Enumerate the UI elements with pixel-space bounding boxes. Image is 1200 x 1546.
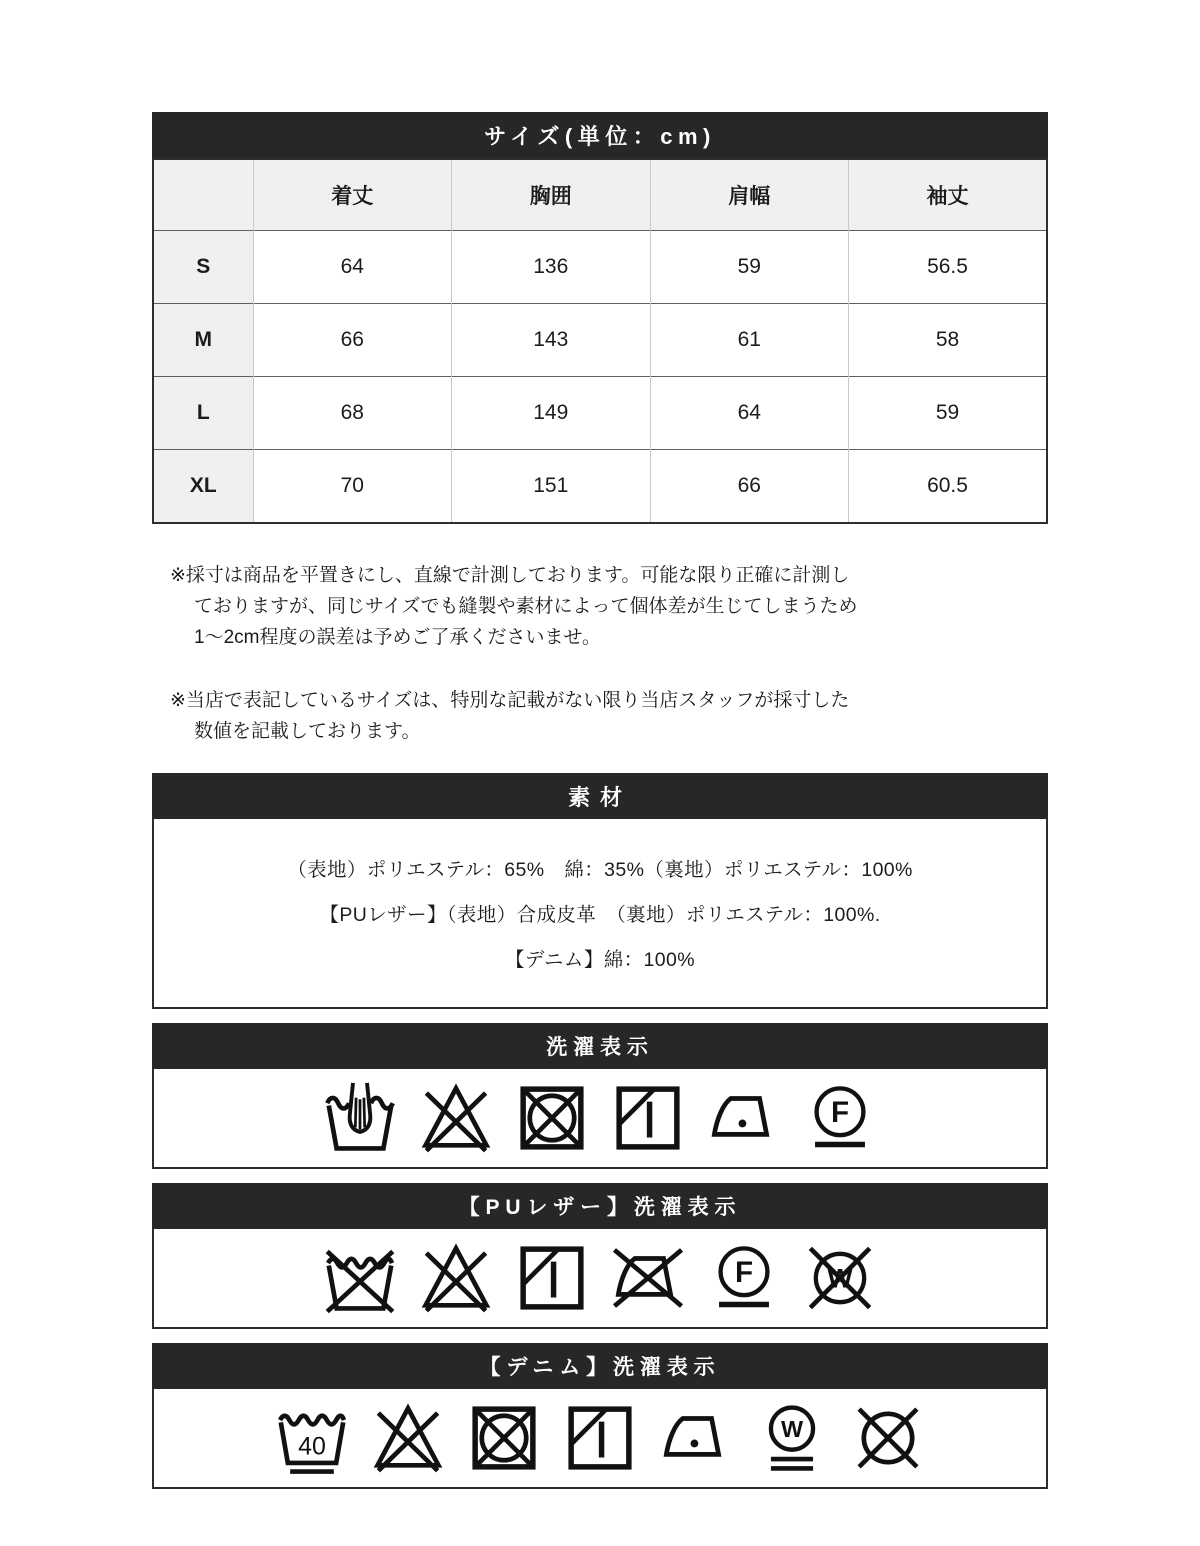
size-section-header-bar	[152, 112, 1048, 158]
wet-clean-very-gentle-icon	[753, 1399, 831, 1477]
do-not-bleach-icon	[417, 1239, 495, 1317]
care-section-main	[152, 1023, 1048, 1169]
size-value-cell: 70	[253, 450, 452, 524]
material-section-title: 素材	[568, 784, 632, 810]
size-column-header: 袖丈	[849, 159, 1048, 231]
care-section-header-bar	[152, 1343, 1048, 1389]
iron-low-icon	[657, 1399, 735, 1477]
size-row-label: L	[153, 377, 253, 450]
note-text-line: 1〜2cm程度の誤差は予めご了承くださいませ。	[194, 627, 601, 648]
measurement-note	[170, 560, 1048, 653]
size-table-corner-cell	[153, 159, 253, 231]
size-table-body	[153, 231, 1047, 524]
size-value-cell: 64	[253, 231, 452, 304]
size-table-row	[153, 377, 1047, 450]
iron-low-icon	[705, 1079, 783, 1157]
hand-wash-icon	[321, 1079, 399, 1157]
size-table	[152, 158, 1048, 524]
hang-dry-in-shade-icon	[561, 1399, 639, 1477]
svg-text:F: F	[734, 1255, 754, 1289]
size-value-cell: 59	[849, 377, 1048, 450]
care-section-denim	[152, 1343, 1048, 1489]
do-not-wash-icon	[321, 1239, 399, 1317]
care-section-title: 洗濯表示	[546, 1036, 654, 1059]
dry-clean-petroleum-gentle-icon	[705, 1239, 783, 1317]
do-not-iron-icon	[609, 1239, 687, 1317]
size-table-row	[153, 304, 1047, 377]
size-value-cell: 149	[452, 377, 651, 450]
material-composition-line: 【デニム】綿：100%	[505, 949, 695, 971]
size-value-cell: 68	[253, 377, 452, 450]
size-column-header: 着丈	[253, 159, 452, 231]
do-not-tumble-dry-icon	[465, 1399, 543, 1477]
measurement-note	[170, 685, 1048, 747]
material-composition-line: 【PUレザー】（表地）合成皮革 （裏地）ポリエステル：100%.	[319, 904, 881, 926]
size-row-label: M	[153, 304, 253, 377]
machine-wash-40-gentle-icon	[273, 1399, 351, 1477]
do-not-dry-clean-icon	[849, 1399, 927, 1477]
material-composition-box	[152, 819, 1048, 1009]
size-value-cell: 136	[452, 231, 651, 304]
hang-dry-in-shade-icon	[609, 1079, 687, 1157]
size-row-label: S	[153, 231, 253, 304]
size-value-cell: 143	[452, 304, 651, 377]
do-not-tumble-dry-icon	[513, 1079, 591, 1157]
size-value-cell: 56.5	[849, 231, 1048, 304]
care-section-header-bar	[152, 1023, 1048, 1069]
care-symbols-row	[152, 1069, 1048, 1169]
svg-text:W: W	[827, 1263, 853, 1294]
measurement-notes	[152, 560, 1048, 747]
size-column-header: 胸囲	[452, 159, 651, 231]
size-value-cell: 151	[452, 450, 651, 524]
size-value-cell: 66	[650, 450, 849, 524]
care-symbols-row	[152, 1229, 1048, 1329]
size-value-cell: 58	[849, 304, 1048, 377]
size-value-cell: 61	[650, 304, 849, 377]
note-text-line: ※当店で表記しているサイズは、特別な記載がない限り当店スタッフが採寸した	[170, 690, 850, 711]
product-spec-page	[152, 0, 1048, 1489]
size-value-cell: 66	[253, 304, 452, 377]
svg-text:W: W	[780, 1416, 804, 1443]
size-value-cell: 59	[650, 231, 849, 304]
note-text-line: ておりますが、同じサイズでも縫製や素材によって個体差が生じてしまうため	[194, 596, 858, 617]
do-not-wet-clean-icon	[801, 1239, 879, 1317]
size-table-row	[153, 231, 1047, 304]
size-column-header: 肩幅	[650, 159, 849, 231]
svg-text:40: 40	[298, 1432, 326, 1461]
size-table-row	[153, 450, 1047, 524]
note-text-line: 数値を記載しております。	[194, 721, 421, 742]
note-text-line: ※採寸は商品を平置きにし、直線で計測しております。可能な限り正確に計測し	[170, 565, 850, 586]
care-symbols-row	[152, 1389, 1048, 1489]
care-section-title: 【デニム】洗濯表示	[479, 1356, 721, 1379]
size-row-label: XL	[153, 450, 253, 524]
do-not-bleach-icon	[369, 1399, 447, 1477]
care-section-pu-leather	[152, 1183, 1048, 1329]
material-section	[152, 773, 1048, 1009]
size-section-title: サイズ(単位：cm)	[484, 123, 716, 149]
material-composition-line: （表地）ポリエステル：65% 綿：35%（裏地）ポリエステル：100%	[287, 859, 913, 881]
size-table-header-row	[153, 159, 1047, 231]
size-value-cell: 64	[650, 377, 849, 450]
care-section-header-bar	[152, 1183, 1048, 1229]
svg-text:F: F	[830, 1095, 850, 1129]
care-section-title: 【PUレザー】洗濯表示	[458, 1196, 742, 1219]
do-not-bleach-icon	[417, 1079, 495, 1157]
dry-clean-petroleum-gentle-icon	[801, 1079, 879, 1157]
hang-dry-in-shade-icon	[513, 1239, 591, 1317]
size-value-cell: 60.5	[849, 450, 1048, 524]
size-table-section	[152, 112, 1048, 524]
material-section-header-bar	[152, 773, 1048, 819]
